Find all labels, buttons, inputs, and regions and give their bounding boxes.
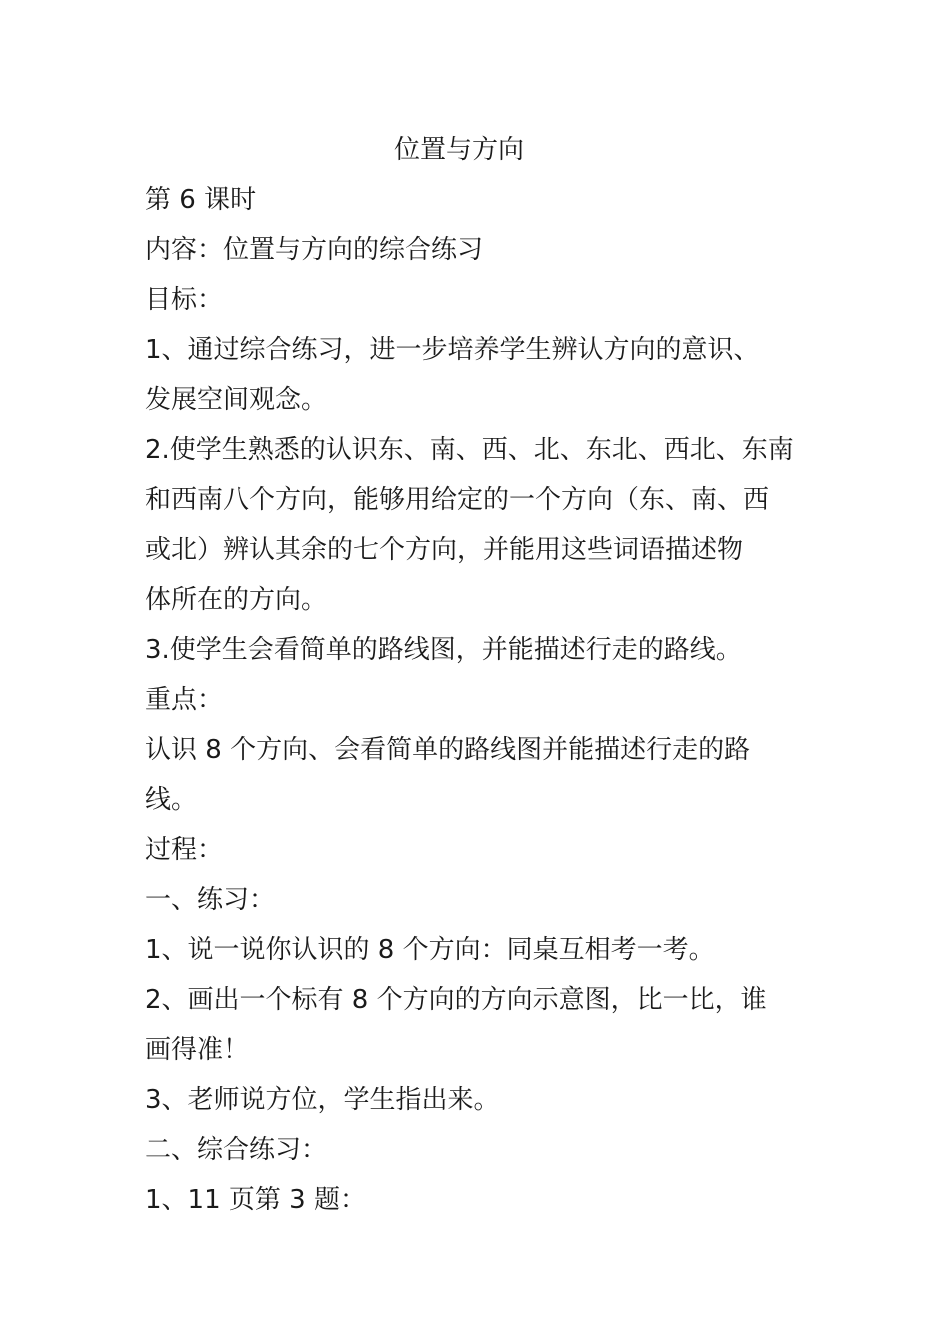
goal-1-line-1: 1、通过综合练习，进一步培养学生辨认方向的意识、 xyxy=(145,335,760,365)
lesson-number: 第 6 课时 xyxy=(145,185,257,215)
section-1-heading: 一、练习： xyxy=(145,885,276,915)
process-heading: 过程： xyxy=(145,835,224,865)
goal-2-line-2: 和西南八个方向，能够用给定的一个方向（东、南、西 xyxy=(145,485,770,515)
goals-heading: 目标： xyxy=(145,285,224,315)
goal-1-line-2: 发展空间观念。 xyxy=(145,385,328,415)
goal-2-line-1: 2.使学生熟悉的认识东、南、西、北、东北、西北、东南 xyxy=(145,435,794,465)
goal-2-line-4: 体所在的方向。 xyxy=(145,585,328,615)
goal-3-line: 3.使学生会看简单的路线图，并能描述行走的路线。 xyxy=(145,635,742,665)
exercise-2-line-2: 画得准！ xyxy=(145,1035,250,1065)
exercise-1-line: 1、说一说你认识的 8 个方向：同桌互相考一考。 xyxy=(145,935,715,965)
section-2-heading: 二、综合练习： xyxy=(145,1135,328,1165)
document-title: 位置与方向 xyxy=(393,135,524,165)
content-line: 内容：位置与方向的综合练习 xyxy=(145,235,484,265)
exercise-3-line: 3、老师说方位，学生指出来。 xyxy=(145,1085,500,1115)
key-points-heading: 重点： xyxy=(145,685,224,715)
goal-2-line-3: 或北）辨认其余的七个方向，并能用这些词语描述物 xyxy=(145,535,744,565)
document-body xyxy=(145,175,815,1225)
key-points-line-2: 线。 xyxy=(145,785,198,815)
key-points-line-1: 认识 8 个方向、会看简单的路线图并能描述行走的路 xyxy=(145,735,751,765)
comprehensive-1-line: 1、11 页第 3 题： xyxy=(145,1185,366,1215)
exercise-2-line-1: 2、画出一个标有 8 个方向的方向示意图，比一比，谁 xyxy=(145,985,767,1015)
